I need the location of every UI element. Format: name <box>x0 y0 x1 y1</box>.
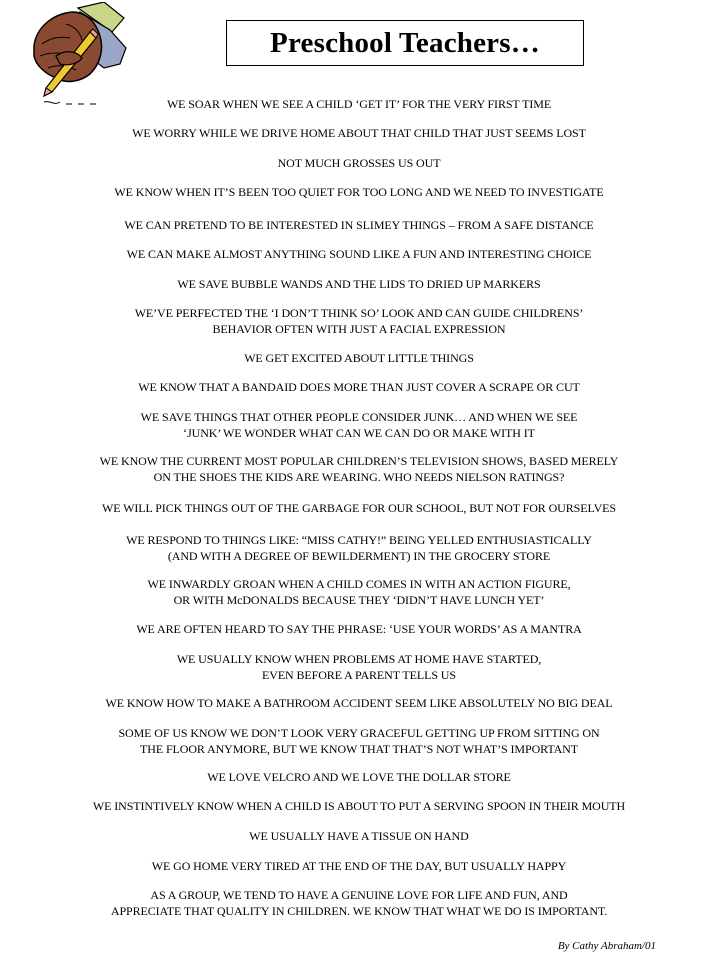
poem-line-text: WE USUALLY HAVE A TISSUE ON HAND <box>249 829 469 843</box>
poem-line <box>0 350 718 366</box>
poem-line-text: WE SAVE BUBBLE WANDS AND THE LIDS TO DRIED UP MARKERS <box>177 277 541 291</box>
poem-line <box>0 409 718 441</box>
poem-line <box>0 217 718 233</box>
poem-line-text: (AND WITH A DEGREE OF BEWILDERMENT) IN THE GROCERY STORE <box>167 549 551 563</box>
poem-line-text: WE CAN MAKE ALMOST ANYTHING SOUND LIKE A FUN AND INTERESTING CHOICE <box>126 247 592 261</box>
page-title: Preschool Teachers… <box>270 26 540 59</box>
poem-line-text: WE SAVE THINGS THAT OTHER PEOPLE CONSIDER JUNK… AND WHEN WE SEE <box>140 410 578 424</box>
poem-line <box>0 532 718 564</box>
poem-line <box>0 125 718 141</box>
poem-line-text: WE LOVE VELCRO AND WE LOVE THE DOLLAR STORE <box>207 770 511 784</box>
poem-line <box>0 621 718 637</box>
poem-line <box>0 651 718 683</box>
poem-line-text: WE GO HOME VERY TIRED AT THE END OF THE DAY, BUT USUALLY HAPPY <box>151 859 567 873</box>
poem-line <box>0 500 718 516</box>
poem-line-text: WE KNOW HOW TO MAKE A BATHROOM ACCIDENT SEEM LIKE ABSOLUTELY NO BIG DEAL <box>105 696 613 710</box>
poem-line-text: WE RESPOND TO THINGS LIKE: “MISS CATHY!” BEING YELLED ENTHUSIASTICALLY <box>126 533 592 547</box>
poem-line <box>0 379 718 395</box>
poem-line-text: WE WILL PICK THINGS OUT OF THE GARBAGE FOR OUR SCHOOL, BUT NOT FOR OURSELVES <box>102 501 616 515</box>
poem-line-text: WE CAN PRETEND TO BE INTERESTED IN SLIMEY THINGS – FROM A SAFE DISTANCE <box>124 218 594 232</box>
poem-line <box>0 858 718 874</box>
poem-line <box>0 695 718 711</box>
poem-line <box>0 887 718 919</box>
poem-line-text: EVEN BEFORE A PARENT TELLS US <box>262 668 456 682</box>
poem-line-text: WE GET EXCITED ABOUT LITTLE THINGS <box>244 351 474 365</box>
poem-line-text: ‘JUNK’ WE WONDER WHAT CAN WE CAN DO OR MAKE WITH IT <box>183 426 535 440</box>
poem-line-text: BEHAVIOR OFTEN WITH JUST A FACIAL EXPRESSION <box>212 322 506 336</box>
poem-line-text: WE INWARDLY GROAN WHEN A CHILD COMES IN WITH AN ACTION FIGURE, <box>147 577 571 591</box>
poem-line <box>0 828 718 844</box>
poem-line-text: WE USUALLY KNOW WHEN PROBLEMS AT HOME HAVE STARTED, <box>176 652 542 666</box>
poem-line-text: WE KNOW THE CURRENT MOST POPULAR CHILDREN’S TELEVISION SHOWS, BASED MERELY <box>99 454 619 468</box>
poem-line <box>0 725 718 757</box>
title-box <box>226 20 584 66</box>
poem-line <box>0 184 718 200</box>
poem-line <box>0 453 718 485</box>
poem-line-text: THE FLOOR ANYMORE, BUT WE KNOW THAT THAT’S NOT WHAT’S IMPORTANT <box>140 742 578 756</box>
poem-line <box>0 246 718 262</box>
poem-line <box>0 576 718 608</box>
poem-line <box>0 155 718 171</box>
author-credit: By Cathy Abraham/01 <box>557 940 656 952</box>
poem-line <box>0 769 718 785</box>
poem-line-text: OR WITH McDONALDS BECAUSE THEY ‘DIDN’T HAVE LUNCH YET’ <box>173 593 545 607</box>
poem-line-text: ON THE SHOES THE KIDS ARE WEARING. WHO NEEDS NIELSON RATINGS? <box>153 470 565 484</box>
poem-line <box>0 798 718 814</box>
poem-line-text: SOME OF US KNOW WE DON’T LOOK VERY GRACEFUL GETTING UP FROM SITTING ON <box>118 726 600 740</box>
poem-line-text: WE KNOW THAT A BANDAID DOES MORE THAN JUST COVER A SCRAPE OR CUT <box>138 380 580 394</box>
poem-line-text: WE SOAR WHEN WE SEE A CHILD ‘GET IT’ FOR THE VERY FIRST TIME <box>166 97 552 111</box>
poem-line-text: AS A GROUP, WE TEND TO HAVE A GENUINE LOVE FOR LIFE AND FUN, AND <box>150 888 568 902</box>
poem-line-text: APPRECIATE THAT QUALITY IN CHILDREN. WE KNOW THAT WHAT WE DO IS IMPORTANT. <box>110 904 608 918</box>
poem-line-text: WE WORRY WHILE WE DRIVE HOME ABOUT THAT CHILD THAT JUST SEEMS LOST <box>132 126 586 140</box>
poem-line-text: WE ARE OFTEN HEARD TO SAY THE PHRASE: ‘USE YOUR WORDS’ AS A MANTRA <box>136 622 582 636</box>
hand-writing-pencil-icon <box>26 2 130 110</box>
poem-line <box>0 276 718 292</box>
poem-line-text: WE KNOW WHEN IT’S BEEN TOO QUIET FOR TOO LONG AND WE NEED TO INVESTIGATE <box>114 185 604 199</box>
poem-line <box>0 305 718 337</box>
poem-line <box>0 96 718 112</box>
poem-line-text: WE INSTINTIVELY KNOW WHEN A CHILD IS ABOUT TO PUT A SERVING SPOON IN THEIR MOUTH <box>92 799 626 813</box>
poem-line-text: NOT MUCH GROSSES US OUT <box>277 156 441 170</box>
poem-line-text: WE’VE PERFECTED THE ‘I DON’T THINK SO’ LOOK AND CAN GUIDE CHILDRENS’ <box>134 306 584 320</box>
